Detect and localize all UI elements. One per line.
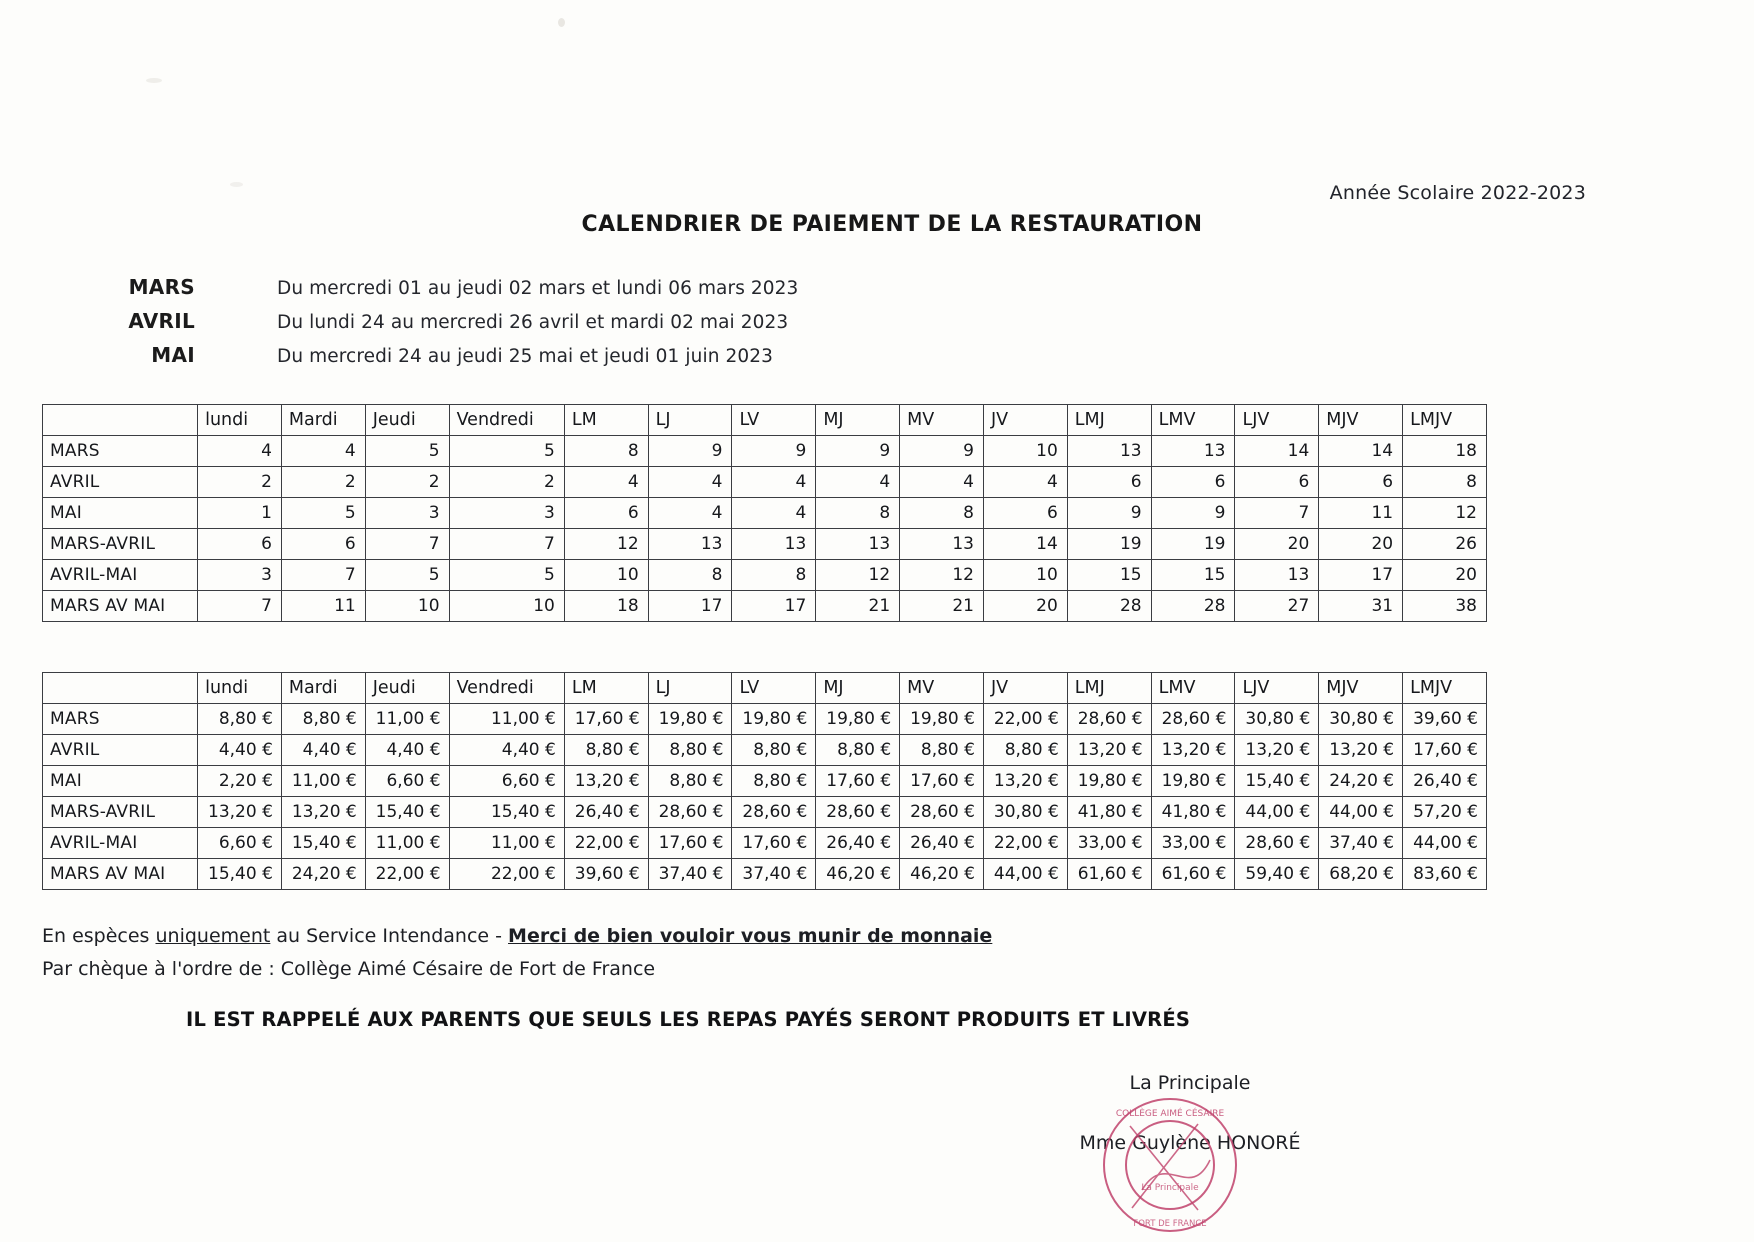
cell: 8,80 €	[732, 735, 816, 766]
cell: 37,40 €	[648, 859, 732, 890]
column-header: MJV	[1319, 405, 1403, 436]
cell: 8,80 €	[648, 766, 732, 797]
cell: 13,20 €	[983, 766, 1067, 797]
cell: 37,40 €	[732, 859, 816, 890]
row-label: MARS-AVRIL	[43, 797, 198, 828]
month-name: MAI	[151, 343, 195, 367]
row-label: MARS	[43, 704, 198, 735]
column-header: LMV	[1151, 673, 1235, 704]
column-header: MV	[900, 673, 984, 704]
cell: 28,60 €	[1151, 704, 1235, 735]
scan-artifact	[146, 78, 162, 83]
cell: 13,20 €	[564, 766, 648, 797]
cell: 4	[198, 436, 282, 467]
cell: 20	[1319, 529, 1403, 560]
cell: 4,40 €	[281, 735, 365, 766]
cell: 18	[1403, 436, 1487, 467]
cell: 11,00 €	[365, 704, 449, 735]
cell: 22,00 €	[564, 828, 648, 859]
cell: 1	[198, 498, 282, 529]
row-label: AVRIL-MAI	[43, 828, 198, 859]
cell: 8	[900, 498, 984, 529]
row-label: MARS	[43, 436, 198, 467]
list-item	[85, 343, 985, 377]
cell: 10	[564, 560, 648, 591]
cell: 10	[365, 591, 449, 622]
column-header: lundi	[198, 673, 282, 704]
column-header: Mardi	[281, 673, 365, 704]
cell: 19,80 €	[648, 704, 732, 735]
cell: 17,60 €	[1403, 735, 1487, 766]
cash-note-part2: au Service Intendance -	[270, 925, 509, 947]
table-row	[43, 735, 1487, 766]
cell: 46,20 €	[816, 859, 900, 890]
cell: 9	[816, 436, 900, 467]
row-label: AVRIL	[43, 467, 198, 498]
cell: 8	[816, 498, 900, 529]
cell: 30,80 €	[983, 797, 1067, 828]
cell: 28,60 €	[816, 797, 900, 828]
cell: 7	[365, 529, 449, 560]
cell: 28,60 €	[1235, 828, 1319, 859]
cell: 8	[732, 560, 816, 591]
cell: 28,60 €	[900, 797, 984, 828]
meal-count-table	[42, 404, 1487, 622]
cell: 4	[648, 467, 732, 498]
cell: 30,80 €	[1319, 704, 1403, 735]
cell: 26,40 €	[564, 797, 648, 828]
cell: 7	[449, 529, 564, 560]
column-header: MJ	[816, 673, 900, 704]
column-header: LJ	[648, 405, 732, 436]
cell: 4	[983, 467, 1067, 498]
cell: 19	[1067, 529, 1151, 560]
cell: 2	[449, 467, 564, 498]
table-corner-cell	[43, 673, 198, 704]
table-row	[43, 467, 1487, 498]
cell: 20	[983, 591, 1067, 622]
cell: 33,00 €	[1151, 828, 1235, 859]
column-header: JV	[983, 673, 1067, 704]
cell: 13	[1067, 436, 1151, 467]
cell: 5	[365, 560, 449, 591]
cell: 4	[732, 467, 816, 498]
cell: 21	[900, 591, 984, 622]
table-row	[43, 828, 1487, 859]
cell: 27	[1235, 591, 1319, 622]
cell: 8,80 €	[816, 735, 900, 766]
cell: 38	[1403, 591, 1487, 622]
payment-notes	[42, 920, 992, 986]
row-label: MAI	[43, 498, 198, 529]
cell: 8,80 €	[281, 704, 365, 735]
page-title-text: CALENDRIER DE PAIEMENT DE LA RESTAURATION	[581, 212, 1203, 237]
cell: 11	[281, 591, 365, 622]
month-name: MARS	[128, 275, 195, 299]
cell: 28	[1151, 591, 1235, 622]
column-header: MJ	[816, 405, 900, 436]
cell: 10	[449, 591, 564, 622]
cell: 9	[1151, 498, 1235, 529]
column-header: Mardi	[281, 405, 365, 436]
cell: 6	[1067, 467, 1151, 498]
cell: 28,60 €	[648, 797, 732, 828]
cell: 6	[281, 529, 365, 560]
cell: 4	[564, 467, 648, 498]
column-header: LJV	[1235, 673, 1319, 704]
cell: 20	[1235, 529, 1319, 560]
cheque-payment-note: Par chèque à l'ordre de : Collège Aimé Césaire de Fort de France	[42, 958, 656, 980]
signature-name: Mme Guylène HONORÉ	[1079, 1132, 1301, 1154]
cell: 9	[1067, 498, 1151, 529]
cell: 13	[816, 529, 900, 560]
cell: 3	[198, 560, 282, 591]
column-header: LMJ	[1067, 405, 1151, 436]
cell: 19,80 €	[732, 704, 816, 735]
cell: 13	[900, 529, 984, 560]
cell: 2	[365, 467, 449, 498]
table-row	[43, 560, 1487, 591]
cell: 4	[732, 498, 816, 529]
cell: 11,00 €	[449, 828, 564, 859]
cell: 9	[648, 436, 732, 467]
cell: 26	[1403, 529, 1487, 560]
cell: 5	[449, 436, 564, 467]
row-label: AVRIL	[43, 735, 198, 766]
cell: 59,40 €	[1235, 859, 1319, 890]
cell: 12	[900, 560, 984, 591]
table-row	[43, 498, 1487, 529]
cell: 6	[198, 529, 282, 560]
column-header: LM	[564, 405, 648, 436]
cell: 15	[1067, 560, 1151, 591]
cell: 17	[732, 591, 816, 622]
cell: 2,20 €	[198, 766, 282, 797]
column-header: Jeudi	[365, 405, 449, 436]
column-header: Vendredi	[449, 673, 564, 704]
cell: 4,40 €	[365, 735, 449, 766]
svg-text:FORT DE FRANCE: FORT DE FRANCE	[1133, 1219, 1207, 1229]
cell: 39,60 €	[1403, 704, 1487, 735]
cell: 14	[983, 529, 1067, 560]
table-header-row	[43, 405, 1487, 436]
table-row	[43, 766, 1487, 797]
svg-text:La Principale: La Principale	[1141, 1183, 1199, 1193]
cell: 21	[816, 591, 900, 622]
table-header-row	[43, 673, 1487, 704]
cell: 12	[564, 529, 648, 560]
list-item	[85, 309, 985, 343]
cell: 5	[449, 560, 564, 591]
table-row	[43, 859, 1487, 890]
cell: 4	[900, 467, 984, 498]
cell: 6,60 €	[198, 828, 282, 859]
cell: 37,40 €	[1319, 828, 1403, 859]
cell: 15,40 €	[365, 797, 449, 828]
cell: 28,60 €	[732, 797, 816, 828]
cell: 13,20 €	[1151, 735, 1235, 766]
cell: 8,80 €	[198, 704, 282, 735]
cell: 9	[900, 436, 984, 467]
cell: 83,60 €	[1403, 859, 1487, 890]
months-summary-list	[85, 275, 985, 377]
cell: 12	[816, 560, 900, 591]
cell: 15,40 €	[449, 797, 564, 828]
cell: 26,40 €	[1403, 766, 1487, 797]
cell: 41,80 €	[1067, 797, 1151, 828]
column-header: MJV	[1319, 673, 1403, 704]
cell: 19,80 €	[816, 704, 900, 735]
cell: 10	[983, 560, 1067, 591]
month-description: Du lundi 24 au mercredi 26 avril et mardi 02 mai 2023	[277, 312, 789, 333]
cell: 17,60 €	[900, 766, 984, 797]
table-row	[43, 436, 1487, 467]
cell: 8	[1403, 467, 1487, 498]
cell: 22,00 €	[983, 828, 1067, 859]
column-header: LMJ	[1067, 673, 1151, 704]
cell: 4,40 €	[198, 735, 282, 766]
table-row	[43, 797, 1487, 828]
cash-note-part1: En espèces	[42, 925, 156, 947]
cell: 17	[648, 591, 732, 622]
cell: 6	[1151, 467, 1235, 498]
cash-note-bold: Merci de bien vouloir vous munir de monnaie	[508, 925, 993, 947]
school-year-label: Année Scolaire 2022-2023	[1329, 182, 1586, 204]
cell: 4	[816, 467, 900, 498]
cell: 8,80 €	[900, 735, 984, 766]
cell: 6	[1235, 467, 1319, 498]
table-row	[43, 704, 1487, 735]
cell: 17,60 €	[648, 828, 732, 859]
cell: 30,80 €	[1235, 704, 1319, 735]
cell: 6,60 €	[449, 766, 564, 797]
scan-artifact	[230, 182, 243, 187]
parents-reminder: IL EST RAPPELÉ AUX PARENTS QUE SEULS LES REPAS PAYÉS SERONT PRODUITS ET LIVRÉS	[186, 1008, 1191, 1031]
cell: 13,20 €	[198, 797, 282, 828]
signature-role: La Principale	[1129, 1072, 1251, 1094]
cell: 13	[648, 529, 732, 560]
cell: 28,60 €	[1067, 704, 1151, 735]
cell: 4	[281, 436, 365, 467]
cell: 13	[732, 529, 816, 560]
list-item	[85, 275, 985, 309]
cash-note-underlined: uniquement	[155, 925, 271, 947]
page-title	[0, 212, 1754, 237]
row-label: MARS-AVRIL	[43, 529, 198, 560]
cell: 3	[365, 498, 449, 529]
cell: 24,20 €	[1319, 766, 1403, 797]
cell: 17,60 €	[816, 766, 900, 797]
cell: 13,20 €	[1067, 735, 1151, 766]
cell: 44,00 €	[983, 859, 1067, 890]
cell: 13	[1235, 560, 1319, 591]
month-description: Du mercredi 24 au jeudi 25 mai et jeudi 01 juin 2023	[277, 346, 773, 367]
table-row	[43, 591, 1487, 622]
cell: 5	[281, 498, 365, 529]
cell: 8,80 €	[648, 735, 732, 766]
row-label: AVRIL-MAI	[43, 560, 198, 591]
column-header: LV	[732, 405, 816, 436]
svg-text:COLLÈGE AIMÉ CÉSAIRE: COLLÈGE AIMÉ CÉSAIRE	[1115, 1109, 1225, 1119]
cell: 24,20 €	[281, 859, 365, 890]
column-header: lundi	[198, 405, 282, 436]
cell: 13,20 €	[281, 797, 365, 828]
cell: 14	[1319, 436, 1403, 467]
cell: 44,00 €	[1235, 797, 1319, 828]
cell: 5	[365, 436, 449, 467]
cell: 15,40 €	[281, 828, 365, 859]
cell: 6,60 €	[365, 766, 449, 797]
cell: 31	[1319, 591, 1403, 622]
cell: 7	[198, 591, 282, 622]
cell: 11,00 €	[449, 704, 564, 735]
column-header: JV	[983, 405, 1067, 436]
cell: 8,80 €	[564, 735, 648, 766]
cell: 41,80 €	[1151, 797, 1235, 828]
cell: 3	[449, 498, 564, 529]
cell: 33,00 €	[1067, 828, 1151, 859]
cell: 8,80 €	[983, 735, 1067, 766]
column-header: LMJV	[1403, 673, 1487, 704]
cell: 39,60 €	[564, 859, 648, 890]
cell: 4,40 €	[449, 735, 564, 766]
cell: 11,00 €	[365, 828, 449, 859]
column-header: LMJV	[1403, 405, 1487, 436]
cell: 11,00 €	[281, 766, 365, 797]
cell: 7	[281, 560, 365, 591]
cell: 15	[1151, 560, 1235, 591]
cell: 20	[1403, 560, 1487, 591]
cell: 44,00 €	[1319, 797, 1403, 828]
cell: 19,80 €	[1067, 766, 1151, 797]
table-row	[43, 529, 1487, 560]
column-header: LJ	[648, 673, 732, 704]
column-header: LJV	[1235, 405, 1319, 436]
cell: 13	[1151, 436, 1235, 467]
column-header: MV	[900, 405, 984, 436]
cell: 7	[1235, 498, 1319, 529]
cell: 14	[1235, 436, 1319, 467]
cell: 8	[648, 560, 732, 591]
cell: 68,20 €	[1319, 859, 1403, 890]
cell: 19,80 €	[1151, 766, 1235, 797]
cell: 61,60 €	[1151, 859, 1235, 890]
cash-payment-note	[42, 920, 992, 953]
cell: 8,80 €	[732, 766, 816, 797]
cell: 17,60 €	[564, 704, 648, 735]
cell: 22,00 €	[365, 859, 449, 890]
cell: 28	[1067, 591, 1151, 622]
row-label: MARS AV MAI	[43, 859, 198, 890]
cell: 6	[1319, 467, 1403, 498]
column-header: LMV	[1151, 405, 1235, 436]
scan-artifact	[558, 18, 565, 27]
cell: 26,40 €	[816, 828, 900, 859]
month-name: AVRIL	[128, 309, 195, 333]
column-header: Vendredi	[449, 405, 564, 436]
cell: 13,20 €	[1319, 735, 1403, 766]
cell: 46,20 €	[900, 859, 984, 890]
cell: 18	[564, 591, 648, 622]
cell: 4	[648, 498, 732, 529]
cell: 44,00 €	[1403, 828, 1487, 859]
column-header: Jeudi	[365, 673, 449, 704]
cell: 13,20 €	[1235, 735, 1319, 766]
table-corner-cell	[43, 405, 198, 436]
cell: 10	[983, 436, 1067, 467]
cell: 19,80 €	[900, 704, 984, 735]
cell: 2	[198, 467, 282, 498]
cell: 2	[281, 467, 365, 498]
cell: 17	[1319, 560, 1403, 591]
cell: 17,60 €	[732, 828, 816, 859]
cell: 9	[732, 436, 816, 467]
column-header: LM	[564, 673, 648, 704]
cell: 61,60 €	[1067, 859, 1151, 890]
cell: 11	[1319, 498, 1403, 529]
month-description: Du mercredi 01 au jeudi 02 mars et lundi 06 mars 2023	[277, 278, 799, 299]
cell: 6	[983, 498, 1067, 529]
cell: 26,40 €	[900, 828, 984, 859]
cell: 12	[1403, 498, 1487, 529]
row-label: MAI	[43, 766, 198, 797]
cell: 22,00 €	[983, 704, 1067, 735]
meal-price-table	[42, 672, 1487, 890]
row-label: MARS AV MAI	[43, 591, 198, 622]
cell: 57,20 €	[1403, 797, 1487, 828]
cell: 15,40 €	[1235, 766, 1319, 797]
cell: 8	[564, 436, 648, 467]
cell: 19	[1151, 529, 1235, 560]
cell: 15,40 €	[198, 859, 282, 890]
official-stamp	[1070, 1090, 1270, 1240]
cell: 22,00 €	[449, 859, 564, 890]
cell: 6	[564, 498, 648, 529]
column-header: LV	[732, 673, 816, 704]
